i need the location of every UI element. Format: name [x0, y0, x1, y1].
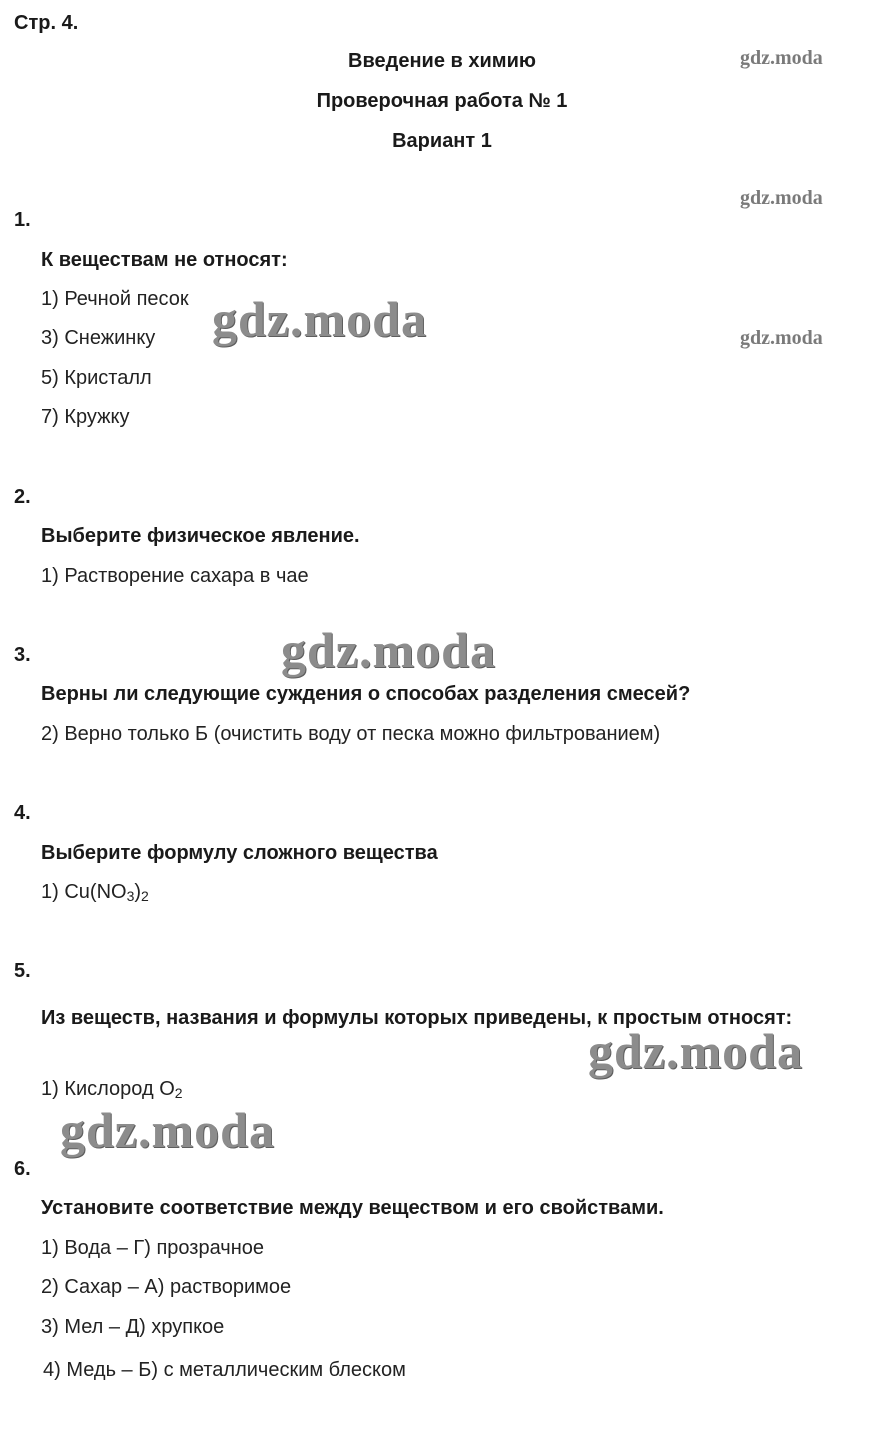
question-3-number: 3. [14, 644, 31, 666]
watermark-logo: gdz.moda [60, 1102, 275, 1158]
question-5-text: Из веществ, названия и формулы которых приведены, к простым относят: [41, 1007, 793, 1029]
watermark-logo: gdz.moda [740, 187, 823, 209]
question-6-text: Установите соответствие между веществом и его свойствами. [41, 1197, 664, 1219]
question-4-number: 4. [14, 802, 31, 824]
watermark-logo: gdz.moda [281, 622, 496, 678]
question-6-answer: 3) Мел – Д) хрупкое [41, 1316, 225, 1338]
work-title: Проверочная работа № 1 [316, 90, 568, 112]
watermark-logo: gdz.moda [212, 291, 427, 347]
question-4-text: Выберите формулу сложного вещества [41, 842, 438, 864]
question-6-answer: 4) Медь – Б) с металлическим блеском [43, 1359, 406, 1381]
question-6-number: 6. [14, 1158, 31, 1180]
question-1-answer: 1) Речной песок [41, 288, 189, 310]
watermark-logo: gdz.moda [740, 47, 823, 69]
formula-prefix: 1) Кислород O [41, 1078, 175, 1100]
question-3-answer: 2) Верно только Б (очистить воду от песка можно фильтрованием) [41, 723, 661, 745]
watermark-logo: gdz.moda [588, 1023, 803, 1079]
question-2-text: Выберите физическое явление. [41, 525, 360, 547]
formula-subscript: 2 [141, 888, 149, 904]
page-label: Стр. 4. [14, 12, 79, 34]
question-5-answer [41, 1078, 183, 1101]
formula-bracket: ) [134, 881, 142, 903]
question-4-answer [41, 881, 149, 904]
question-2-answer: 1) Растворение сахара в чае [41, 565, 309, 587]
formula-subscript: 3 [126, 888, 135, 904]
variant-title: Вариант 1 [392, 130, 492, 152]
question-3-text: Верны ли следующие суждения о способах разделения смесей? [41, 683, 691, 705]
watermark-logo: gdz.moda [740, 327, 823, 349]
question-1-answer: 7) Кружку [41, 406, 130, 428]
formula-prefix: 1) Cu(NO [41, 881, 127, 903]
question-1-answer: 5) Кристалл [41, 367, 152, 389]
question-2-number: 2. [14, 486, 31, 508]
formula-subscript: 2 [174, 1085, 183, 1101]
question-5-number: 5. [14, 960, 31, 982]
section-title: Введение в химию [348, 50, 536, 72]
question-1-answer: 3) Снежинку [41, 327, 156, 349]
question-6-answer: 2) Сахар – А) растворимое [41, 1276, 292, 1298]
question-1-text: К веществам не относят: [41, 249, 288, 271]
question-1-number: 1. [14, 209, 31, 231]
question-6-answer: 1) Вода – Г) прозрачное [41, 1237, 264, 1259]
